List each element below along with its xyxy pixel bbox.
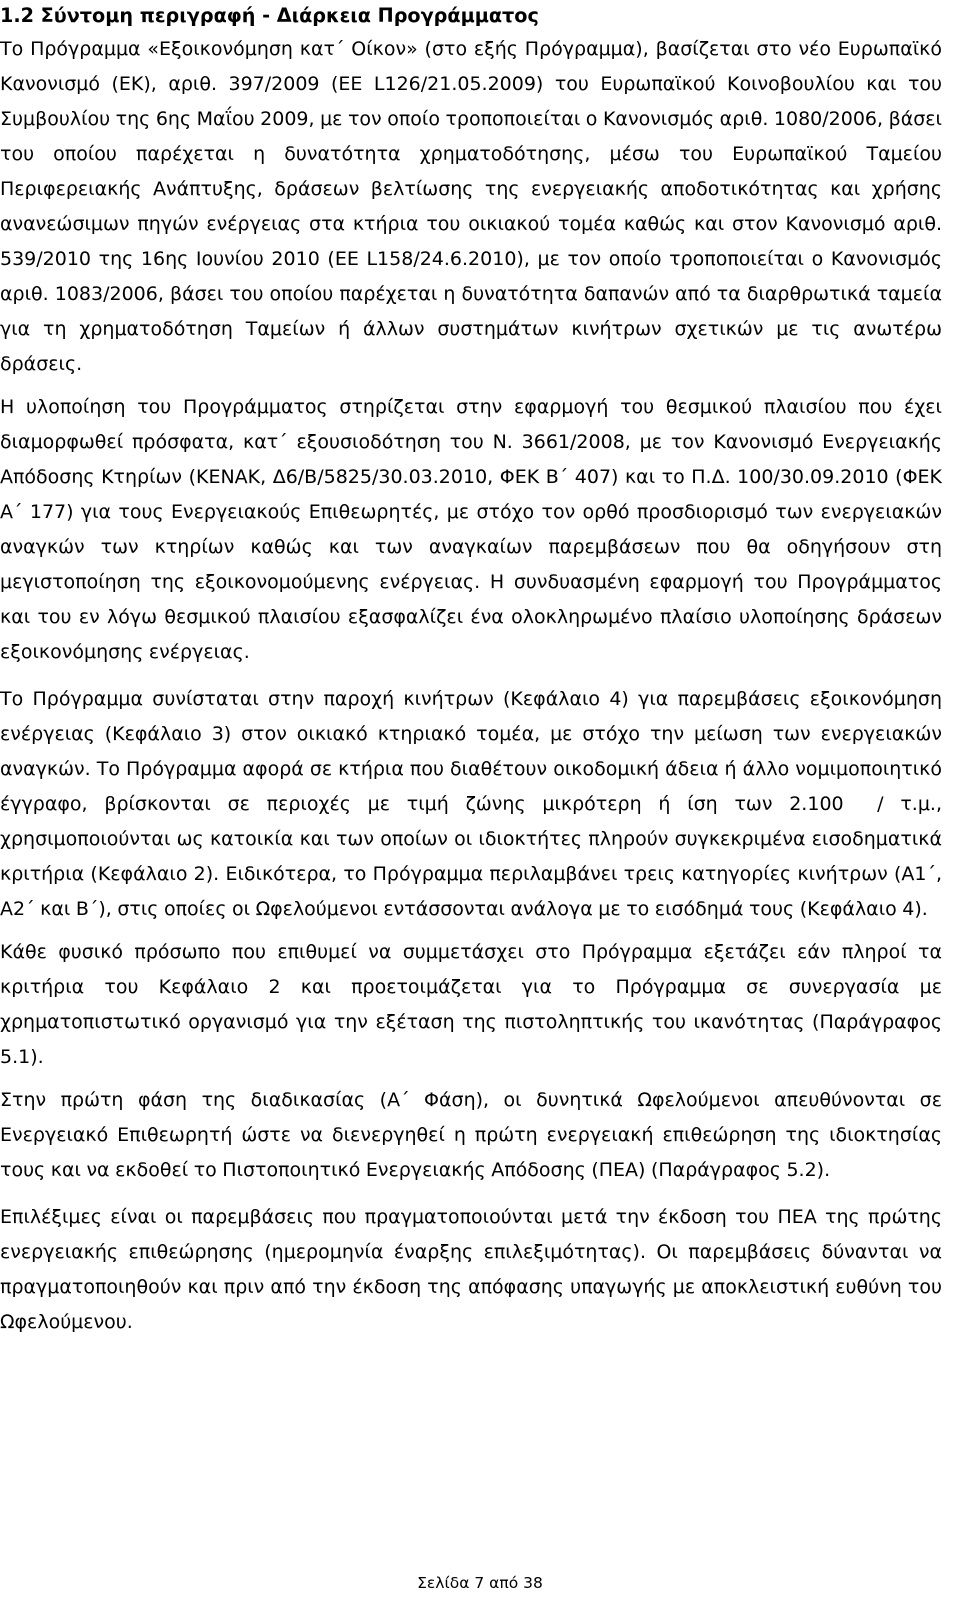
paragraph-phase-a: Στην πρώτη φάση της διαδικασίας (Α΄ Φάση), οι δυνητικά Ωφελούμενοι απευθύνονται σε Ενεργειακό Επιθεωρητή ώστε να διενεργηθεί η πρώτη ενεργειακή επιθεώρηση της ιδιοκτησίας τους και να εκδοθεί το Πιστοποιητικό Ενεργειακής Απόδοσης (ΠΕΑ) (Παράγραφος 5.2). [0,1089,942,1181]
paragraph-implementation: Η υλοποίηση του Προγράμματος στηρίζεται στην εφαρμογή του θεσμικού πλαισίου που έχει διαμορφωθεί πρόσφατα, κατ΄ εξουσιοδότηση του Ν. 3661/2008, με τον Κανονισμό Ενεργειακής Απόδοσης Κτηρίων (ΚΕΝΑΚ, Δ6/Β/5825/30.03.2010, ΦΕΚ Β΄ 407) και το Π.Δ. 100/30.09.2010 (ΦΕΚ Α΄ 177) για τους Ενεργειακούς Επιθεωρητές, με στόχο τον ορθό προσδιορισμό των ενεργειακών αναγκών των κτηρίων καθώς και των αναγκαίων παρεμβάσεων που θα οδηγήσουν στη μεγιστοποίηση της εξοικονομούμενης ενέργειας. Η συνδυασμένη εφαρμογή του Προγράμματος και του εν λόγω θεσμικού πλαισίου εξασφαλίζει ένα ολοκληρωμένο πλαίσιο υλοποίησης δράσεων εξοικονόμησης ενέργειας. [0,396,942,663]
paragraph-eligible-interventions: Επιλέξιμες είναι οι παρεμβάσεις που πραγματοποιούνται μετά την έκδοση του ΠΕΑ της πρώτης ενεργειακής επιθεώρησης (ημερομηνία έναρξης επιλεξιμότητας). Οι παρεμβάσεις δύνανται να πραγματοποιηθούν και πριν από την έκδοση της απόφασης υπαγωγής με αποκλειστική ευθύνη του Ωφελούμενου. [0,1206,942,1333]
paragraph-program-description: Το Πρόγραμμα συνίσταται στην παροχή κινήτρων (Κεφάλαιο 4) για παρεμβάσεις εξοικονόμηση ενέργειας (Κεφάλαιο 3) στον οικιακό κτηριακό τομέα, με στόχο την μείωση των ενεργειακών αναγκών. Το Πρόγραμμα αφορά σε κτήρια που διαθέτουν οικοδομική άδεια ή άλλο νομιμοποιητικό έγγραφο, βρίσκονται σε περιοχές με τιμή ζώνης μικρότερη ή ίση των 2.100 / τ.μ., χρησιμοποιούνται ως κατοικία και των οποίων οι ιδιοκτήτες πληρούν συγκεκριμένα εισοδηματικά κριτήρια (Κεφάλαιο 2). Ειδικότερα, το Πρόγραμμα περιλαμβάνει τρεις κατηγορίες κινήτρων (Α1΄, Α2΄ και Β΄), στις οποίες οι Ωφελούμενοι εντάσσονται ανάλογα με το εισόδημά τους (Κεφάλαιο 4). [0,688,942,920]
section-heading: 1.2 Σύντομη περιγραφή - Διάρκεια Προγράμματος [0,4,539,27]
page-number-footer: Σελίδα 7 από 38 [417,1574,543,1592]
paragraph-eligibility: Κάθε φυσικό πρόσωπο που επιθυμεί να συμμετάσχει στο Πρόγραμμα εξετάζει εάν πληροί τα κριτήρια του Κεφάλαιο 2 και προετοιμάζεται για το Πρόγραμμα σε συνεργασία με χρηματοπιστωτικό οργανισμό για την εξέταση της πιστοληπτικής του ικανότητας (Παράγραφος 5.1). [0,941,942,1068]
paragraph-legal-basis: Το Πρόγραμμα «Εξοικονόμηση κατ΄ Οίκον» (στο εξής Πρόγραμμα), βασίζεται στο νέο Ευρωπαϊκό Κανονισμό (ΕΚ), αριθ. 397/2009 (ΕΕ L126/21.05.2009) του Ευρωπαϊκού Κοινοβουλίου και του Συμβουλίου της 6ης Μαΐου 2009, με τον οποίο τροποποιείται ο Κανονισμός αριθ. 1080/2006, βάσει του οποίου παρέχεται η δυνατότητα χρηματοδότησης, μέσω του Ευρωπαϊκού Ταμείου Περιφερειακής Ανάπτυξης, δράσεων βελτίωσης της ενεργειακής αποδοτικότητας και χρήσης ανανεώσιμων πηγών ενέργειας στα κτήρια του οικιακού τομέα καθώς και στον Κανονισμό αριθ. 539/2010 της 16ης Ιουνίου 2010 (ΕΕ L158/24.6.2010), με τον οποίο τροποποιείται ο Κανονισμός αριθ. 1083/2006, βάσει του οποίου παρέχεται η δυνατότητα δαπανών από τα διαρθρωτικά ταμεία για τη χρηματοδότηση Ταμείων ή άλλων συστημάτων κινήτρων σχετικών με τις ανωτέρω δράσεις. [0,38,942,375]
